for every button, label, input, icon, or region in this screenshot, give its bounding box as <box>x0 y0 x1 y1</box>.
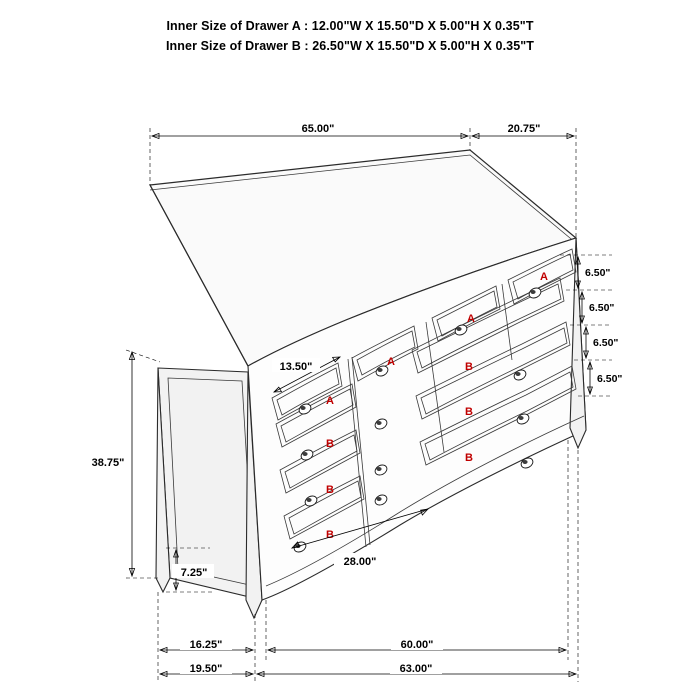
overall-height-dimension <box>86 350 160 578</box>
dim-leg-height: 7.25" <box>180 567 208 579</box>
dim-drawer-large-width: 28.00" <box>343 556 377 568</box>
drawer-a-note: Inner Size of Drawer A : 12.00"W X 15.50"D X 5.00"H X 0.35"T <box>166 19 534 33</box>
dim-drawer-h2: 6.50" <box>589 302 615 314</box>
dim-overall-height-1: 38.75" <box>91 457 125 469</box>
drawer-label-b: B <box>465 452 473 464</box>
dim-side-depth-outer: 19.50" <box>189 663 223 675</box>
drawer-label-b: B <box>326 529 334 541</box>
drawer-label-b: B <box>465 406 473 418</box>
dim-top-depth: 20.75" <box>507 123 541 135</box>
drawer-label-a: A <box>467 313 475 325</box>
dim-drawer-h4: 6.50" <box>597 373 623 385</box>
dresser-body <box>150 150 586 618</box>
dim-drawer-h3: 6.50" <box>593 337 619 349</box>
drawer-label-a: A <box>387 356 395 368</box>
dim-drawer-h1: 6.50" <box>585 267 611 279</box>
dim-drawer-small-width: 13.50" <box>279 361 313 373</box>
dim-front-width-outer: 63.00" <box>399 663 433 675</box>
drawer-b-note: Inner Size of Drawer B : 26.50"W X 15.50"D X 5.00"H X 0.35"T <box>165 39 535 53</box>
drawer-label-a: A <box>540 271 548 283</box>
dim-front-width-inner: 60.00" <box>400 639 434 651</box>
drawer-label-a: A <box>326 395 334 407</box>
drawer-label-b: B <box>465 361 473 373</box>
drawer-label-b: B <box>326 438 334 450</box>
dim-top-width: 65.00" <box>301 123 335 135</box>
dim-side-depth-inner: 16.25" <box>189 639 223 651</box>
drawer-label-b: B <box>326 484 334 496</box>
